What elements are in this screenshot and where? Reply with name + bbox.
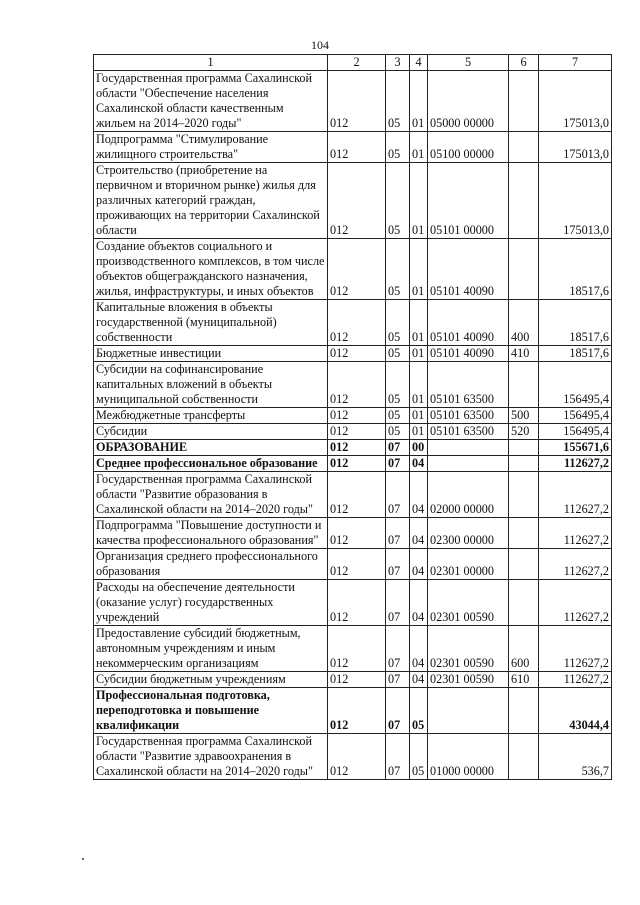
row-target-article-cell: 05000 00000 — [428, 71, 509, 132]
row-subsection-cell: 01 — [410, 424, 428, 440]
row-name-cell: Среднее профессиональное образование — [94, 456, 328, 472]
table-row — [94, 518, 612, 549]
row-expense-type-cell — [509, 456, 539, 472]
row-section-cell: 07 — [386, 518, 410, 549]
row-subsection-cell: 05 — [410, 734, 428, 780]
row-admin-code-cell: 012 — [328, 518, 386, 549]
row-section-cell: 05 — [386, 71, 410, 132]
row-subsection-cell: 04 — [410, 626, 428, 672]
row-name-cell: Государственная программа Сахалинской области "Развитие здравоохранения в Сахалинской области на 2014–2020 годы" — [94, 734, 328, 780]
row-admin-code-cell: 012 — [328, 163, 386, 239]
row-amount-cell: 156495,4 — [539, 362, 612, 408]
row-expense-type-cell — [509, 472, 539, 518]
row-expense-type-cell: 520 — [509, 424, 539, 440]
row-expense-type-cell — [509, 518, 539, 549]
table-row — [94, 734, 612, 780]
row-admin-code-cell: 012 — [328, 239, 386, 300]
row-amount-cell: 175013,0 — [539, 163, 612, 239]
header-row — [94, 55, 612, 71]
table-row — [94, 132, 612, 163]
row-expense-type-cell — [509, 440, 539, 456]
row-subsection-cell: 04 — [410, 472, 428, 518]
row-target-article-cell — [428, 456, 509, 472]
row-amount-cell: 112627,2 — [539, 472, 612, 518]
row-amount-cell: 112627,2 — [539, 626, 612, 672]
row-amount-cell: 18517,6 — [539, 346, 612, 362]
row-amount-cell: 112627,2 — [539, 518, 612, 549]
table-row — [94, 408, 612, 424]
row-subsection-cell: 01 — [410, 408, 428, 424]
row-name-cell: Межбюджетные трансферты — [94, 408, 328, 424]
row-target-article-cell: 02301 00590 — [428, 626, 509, 672]
header-cell-5: 5 — [428, 55, 509, 71]
row-subsection-cell: 00 — [410, 440, 428, 456]
row-section-cell: 05 — [386, 239, 410, 300]
row-name-cell: Государственная программа Сахалинской области "Обеспечение населения Сахалинской области качественным жильем на 2014–2020 годы" — [94, 71, 328, 132]
row-target-article-cell: 05100 00000 — [428, 132, 509, 163]
row-amount-cell: 18517,6 — [539, 300, 612, 346]
row-amount-cell: 112627,2 — [539, 580, 612, 626]
header-cell-1: 1 — [94, 55, 328, 71]
row-section-cell: 05 — [386, 424, 410, 440]
row-subsection-cell: 01 — [410, 71, 428, 132]
page-number: 104 — [311, 38, 329, 52]
row-admin-code-cell: 012 — [328, 549, 386, 580]
row-name-cell: Предоставление субсидий бюджетным, автономным учреждениям и иным некоммерческим организациям — [94, 626, 328, 672]
table-row — [94, 424, 612, 440]
header-cell-6: 6 — [509, 55, 539, 71]
row-section-cell: 05 — [386, 300, 410, 346]
row-target-article-cell: 02300 00000 — [428, 518, 509, 549]
row-section-cell: 07 — [386, 472, 410, 518]
row-section-cell: 05 — [386, 163, 410, 239]
row-admin-code-cell: 012 — [328, 408, 386, 424]
row-expense-type-cell: 600 — [509, 626, 539, 672]
row-admin-code-cell: 012 — [328, 346, 386, 362]
row-section-cell: 05 — [386, 408, 410, 424]
row-target-article-cell: 05101 00000 — [428, 163, 509, 239]
row-name-cell: Государственная программа Сахалинской области "Развитие образования в Сахалинской области на 2014–2020 годы" — [94, 472, 328, 518]
row-admin-code-cell: 012 — [328, 580, 386, 626]
row-name-cell: Капитальные вложения в объекты государственной (муниципальной) собственности — [94, 300, 328, 346]
row-name-cell: Подпрограмма "Стимулирование жилищного строительства" — [94, 132, 328, 163]
row-section-cell: 07 — [386, 672, 410, 688]
row-admin-code-cell: 012 — [328, 300, 386, 346]
table-row — [94, 300, 612, 346]
row-admin-code-cell: 012 — [328, 440, 386, 456]
table-row — [94, 346, 612, 362]
row-admin-code-cell: 012 — [328, 71, 386, 132]
row-section-cell: 07 — [386, 626, 410, 672]
row-admin-code-cell: 012 — [328, 362, 386, 408]
row-name-cell: Расходы на обеспечение деятельности (оказание услуг) государственных учреждений — [94, 580, 328, 626]
row-admin-code-cell: 012 — [328, 672, 386, 688]
row-target-article-cell: 02301 00590 — [428, 580, 509, 626]
row-name-cell: Субсидии на софинансирование капитальных вложений в объекты муниципальной собственности — [94, 362, 328, 408]
row-admin-code-cell: 012 — [328, 688, 386, 734]
row-subsection-cell: 04 — [410, 518, 428, 549]
row-amount-cell: 112627,2 — [539, 456, 612, 472]
row-admin-code-cell: 012 — [328, 456, 386, 472]
row-expense-type-cell: 410 — [509, 346, 539, 362]
header-cell-4: 4 — [410, 55, 428, 71]
row-subsection-cell: 01 — [410, 132, 428, 163]
row-expense-type-cell: 610 — [509, 672, 539, 688]
row-subsection-cell: 01 — [410, 346, 428, 362]
row-expense-type-cell — [509, 239, 539, 300]
row-amount-cell: 43044,4 — [539, 688, 612, 734]
row-subsection-cell: 01 — [410, 163, 428, 239]
row-section-cell: 07 — [386, 734, 410, 780]
row-expense-type-cell — [509, 734, 539, 780]
row-amount-cell: 156495,4 — [539, 408, 612, 424]
row-subsection-cell: 04 — [410, 456, 428, 472]
row-admin-code-cell: 012 — [328, 424, 386, 440]
row-target-article-cell: 05101 63500 — [428, 362, 509, 408]
table-row — [94, 239, 612, 300]
row-name-cell: Субсидии бюджетным учреждениям — [94, 672, 328, 688]
table-row — [94, 580, 612, 626]
table-row — [94, 440, 612, 456]
header-cell-2: 2 — [328, 55, 386, 71]
row-subsection-cell: 01 — [410, 300, 428, 346]
row-target-article-cell: 02301 00590 — [428, 672, 509, 688]
row-target-article-cell — [428, 688, 509, 734]
row-amount-cell: 112627,2 — [539, 549, 612, 580]
row-target-article-cell: 05101 40090 — [428, 346, 509, 362]
row-subsection-cell: 01 — [410, 362, 428, 408]
row-section-cell: 05 — [386, 346, 410, 362]
scan-speck — [82, 858, 84, 860]
row-amount-cell: 156495,4 — [539, 424, 612, 440]
row-amount-cell: 155671,6 — [539, 440, 612, 456]
row-expense-type-cell — [509, 362, 539, 408]
row-expense-type-cell — [509, 163, 539, 239]
row-section-cell: 07 — [386, 580, 410, 626]
row-amount-cell: 18517,6 — [539, 239, 612, 300]
row-subsection-cell: 01 — [410, 239, 428, 300]
row-target-article-cell: 02301 00000 — [428, 549, 509, 580]
row-name-cell: Строительство (приобретение на первичном и вторичном рынке) жилья для различных категорий граждан, проживающих на территории Сахалинской области — [94, 163, 328, 239]
row-expense-type-cell — [509, 549, 539, 580]
row-amount-cell: 175013,0 — [539, 71, 612, 132]
row-amount-cell: 112627,2 — [539, 672, 612, 688]
table-row — [94, 688, 612, 734]
budget-table — [93, 54, 612, 780]
row-subsection-cell: 05 — [410, 688, 428, 734]
row-target-article-cell: 05101 40090 — [428, 239, 509, 300]
row-name-cell: Подпрограмма "Повышение доступности и качества профессионального образования" — [94, 518, 328, 549]
row-name-cell: Организация среднего профессионального образования — [94, 549, 328, 580]
table-body — [94, 71, 612, 780]
row-amount-cell: 175013,0 — [539, 132, 612, 163]
table-row — [94, 163, 612, 239]
row-expense-type-cell — [509, 71, 539, 132]
header-cell-7: 7 — [539, 55, 612, 71]
row-name-cell: Создание объектов социального и производственного комплексов, в том числе объектов общегражданского назначения, жилья, инфраструктуры, и иных объектов — [94, 239, 328, 300]
row-admin-code-cell: 012 — [328, 626, 386, 672]
row-name-cell: Профессиональная подготовка, переподготовка и повышение квалификации — [94, 688, 328, 734]
row-section-cell: 07 — [386, 688, 410, 734]
row-section-cell: 05 — [386, 132, 410, 163]
row-amount-cell: 536,7 — [539, 734, 612, 780]
row-expense-type-cell: 400 — [509, 300, 539, 346]
row-section-cell: 07 — [386, 456, 410, 472]
row-target-article-cell: 05101 40090 — [428, 300, 509, 346]
row-target-article-cell: 01000 00000 — [428, 734, 509, 780]
row-section-cell: 07 — [386, 440, 410, 456]
row-name-cell: Бюджетные инвестиции — [94, 346, 328, 362]
table-row — [94, 71, 612, 132]
row-admin-code-cell: 012 — [328, 132, 386, 163]
table-row — [94, 472, 612, 518]
row-expense-type-cell — [509, 132, 539, 163]
table-row — [94, 362, 612, 408]
row-expense-type-cell: 500 — [509, 408, 539, 424]
table-row — [94, 672, 612, 688]
header-cell-3: 3 — [386, 55, 410, 71]
row-admin-code-cell: 012 — [328, 472, 386, 518]
table-row — [94, 626, 612, 672]
row-target-article-cell — [428, 440, 509, 456]
row-section-cell: 07 — [386, 549, 410, 580]
row-name-cell: ОБРАЗОВАНИЕ — [94, 440, 328, 456]
row-target-article-cell: 02000 00000 — [428, 472, 509, 518]
row-expense-type-cell — [509, 580, 539, 626]
row-section-cell: 05 — [386, 362, 410, 408]
row-subsection-cell: 04 — [410, 672, 428, 688]
table-row — [94, 456, 612, 472]
row-admin-code-cell: 012 — [328, 734, 386, 780]
row-subsection-cell: 04 — [410, 580, 428, 626]
row-name-cell: Субсидии — [94, 424, 328, 440]
row-target-article-cell: 05101 63500 — [428, 424, 509, 440]
row-expense-type-cell — [509, 688, 539, 734]
table-row — [94, 549, 612, 580]
row-subsection-cell: 04 — [410, 549, 428, 580]
row-target-article-cell: 05101 63500 — [428, 408, 509, 424]
